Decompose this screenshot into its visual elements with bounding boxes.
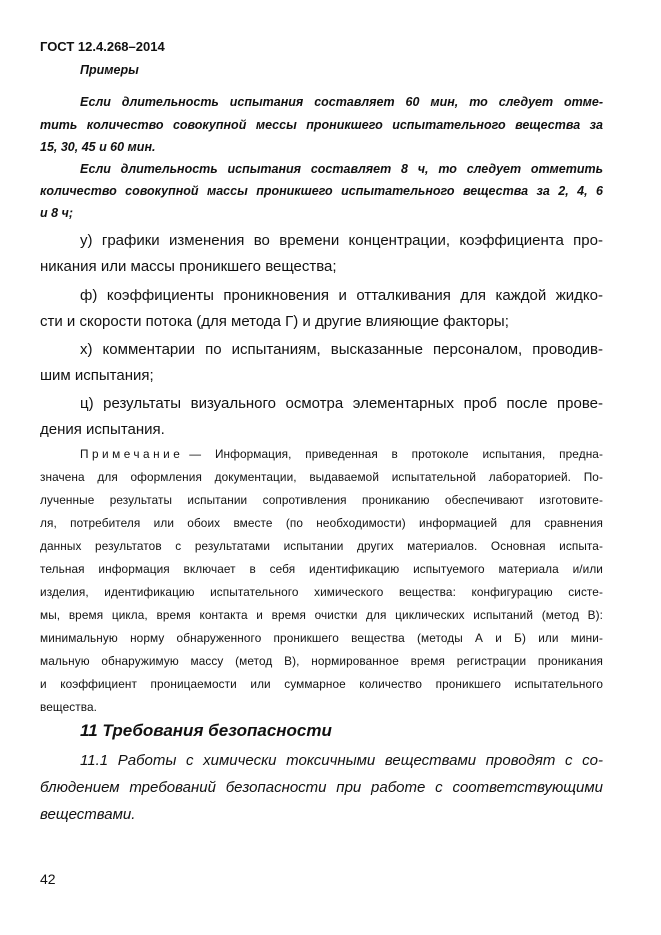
list-item-line: дения испытания. (40, 421, 165, 438)
example-line: Если длительность испытания составляет 8 ч, то следует отметить (80, 162, 603, 176)
page-number: 42 (40, 871, 56, 887)
note-label: Примечание (80, 447, 184, 461)
note-line: вещества. (40, 700, 98, 714)
example-line: тить количество совокупной мессы проникшего испытательного вещества за (40, 118, 603, 132)
list-item-line: сти и скорости потока (для метода Г) и другие влияющие факторы; (40, 313, 509, 330)
section-line: веществами. (40, 806, 136, 823)
note-first-line (80, 447, 603, 461)
list-item-line: ф) коэффициенты проникновения и отталкивания для каждой жидко- (80, 287, 603, 304)
example-line: количество совокупной массы проникшего испытательного вещества за 2, 4, 6 (40, 184, 603, 198)
list-item-line: никания или массы проникшего вещества; (40, 258, 337, 275)
section-line: блюдением требований безопасности при работе с соответствующими (40, 779, 603, 796)
note-line: лученные результаты испытании сопротивления прониканию обеспечивают изготовите- (40, 493, 603, 507)
note-line: минимальную норму обнаруженного проникшего вещества (методы А и Б) или мини- (40, 631, 603, 645)
section-title: 11 Требования безопасности (80, 721, 332, 740)
note-line: мы, время цикла, время контакта и время очистки для циклических испытаний (метод В): (40, 608, 603, 622)
section-line: 11.1 Работы с химически токсичными веществами проводят с со- (80, 752, 603, 769)
note-line: мальную обнаружимую массу (метод В), нормированное время регистрации проникания (40, 654, 603, 668)
document-header: ГОСТ 12.4.268–2014 (40, 39, 165, 54)
examples-title: Примеры (80, 63, 139, 77)
note-first-text: — Информация, приведенная в протоколе испытания, предна- (189, 447, 603, 461)
note-line: тельная информация включает в себя идентификацию испытуемого материала и/или (40, 562, 603, 576)
example-line: 15, 30, 45 и 60 мин. (40, 140, 156, 154)
note-line: данных результатов с результатами испытании других материалов. Основная испыта- (40, 539, 603, 553)
example-line: и 8 ч; (40, 206, 73, 220)
note-line: изделия, идентификацию испытательного химического вещества: конфигурацию систе- (40, 585, 603, 599)
note-line: и коэффициент проницаемости или суммарное количество проникшего испытательного (40, 677, 603, 691)
list-item-line: шим испытания; (40, 367, 154, 384)
list-item-line: х) комментарии по испытаниям, высказанные персоналом, проводив- (80, 341, 603, 358)
example-line: Если длительность испытания составляет 60 мин, то следует отме- (80, 95, 603, 109)
note-line: ля, потребителя или обоих вместе (по необходимости) информацией для сравнения (40, 516, 603, 530)
list-item-line: ц) результаты визуального осмотра элементарных проб после прове- (80, 395, 603, 412)
list-item-line: у) графики изменения во времени концентрации, коэффициента про- (80, 232, 603, 249)
note-line: значена для оформления документации, выдаваемой испытательной лабораторией. По- (40, 470, 603, 484)
